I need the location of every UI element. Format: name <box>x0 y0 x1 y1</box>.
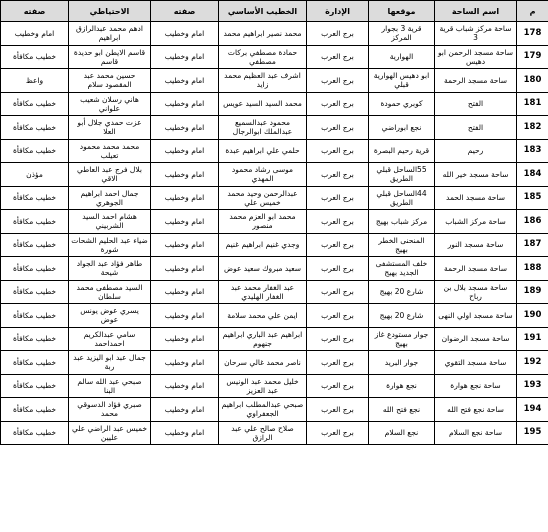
header-row <box>1 1 548 22</box>
table-row <box>1 45 548 69</box>
row-number-cell: 184 <box>517 163 548 187</box>
row-number-cell: 180 <box>517 69 548 93</box>
main-role-cell: امام وخطيب <box>151 22 219 46</box>
header-yard-name: اسم الساحة <box>435 1 517 22</box>
reserve-preacher-cell: عزت حمدي جلال أبو العلا <box>69 116 151 140</box>
main-preacher-cell: ابراهيم عبد الباري ابراهيم جنهوم <box>219 327 307 351</box>
main-preacher-cell: صبحي عبدالمطلب ابراهيم الجعفراوي <box>219 398 307 422</box>
main-preacher-cell: محمد السيد السيد عويس <box>219 92 307 116</box>
table-row <box>1 351 548 375</box>
reserve-preacher-cell: ضياء عبد الحليم الشحات شورة <box>69 233 151 257</box>
location-cell: الهوارية <box>369 45 435 69</box>
main-role-cell: امام وخطيب <box>151 45 219 69</box>
location-cell: خلف المستشفى الجديد بهيج <box>369 257 435 281</box>
reserve-preacher-cell: جمال احمد ابراهيم الجوهري <box>69 186 151 210</box>
location-cell: نجع السلام <box>369 421 435 445</box>
main-role-cell: امام وخطيب <box>151 351 219 375</box>
reserve-role-cell: خطيب مكافأة <box>1 327 69 351</box>
administration-cell: برج العرب <box>307 22 369 46</box>
table-row <box>1 421 548 445</box>
reserve-preacher-cell: صبحي عبد الله سالم البنا <box>69 374 151 398</box>
administration-cell: برج العرب <box>307 210 369 234</box>
main-role-cell: امام وخطيب <box>151 69 219 93</box>
main-role-cell: امام وخطيب <box>151 398 219 422</box>
reserve-role-cell: خطيب مكافأة <box>1 374 69 398</box>
administration-cell: برج العرب <box>307 374 369 398</box>
yard-name-cell: ساحة مركز الشباب <box>435 210 517 234</box>
reserve-preacher-cell: هشام احمد السيد الشربيني <box>69 210 151 234</box>
reserve-role-cell: خطيب مكافأة <box>1 421 69 445</box>
main-role-cell: امام وخطيب <box>151 257 219 281</box>
location-cell: المنحنى الخطر بهيج <box>369 233 435 257</box>
main-role-cell: امام وخطيب <box>151 421 219 445</box>
location-cell: شارع 20 بهيج <box>369 304 435 328</box>
main-preacher-cell: اشرف عبد العظيم محمد زايد <box>219 69 307 93</box>
table-row <box>1 210 548 234</box>
reserve-role-cell: خطيب مكافأة <box>1 139 69 163</box>
main-role-cell: امام وخطيب <box>151 163 219 187</box>
reserve-preacher-cell: يسري عوض يونس عوض <box>69 304 151 328</box>
administration-cell: برج العرب <box>307 351 369 375</box>
location-cell: نجع فتح الله <box>369 398 435 422</box>
administration-cell: برج العرب <box>307 186 369 210</box>
reserve-role-cell: خطيب مكافأة <box>1 233 69 257</box>
administration-cell: برج العرب <box>307 139 369 163</box>
reserve-preacher-cell: حسين محمد عبد المقصود سلام <box>69 69 151 93</box>
row-number-cell: 185 <box>517 186 548 210</box>
table-row <box>1 280 548 304</box>
location-cell: جوار البريد <box>369 351 435 375</box>
row-number-cell: 179 <box>517 45 548 69</box>
administration-cell: برج العرب <box>307 398 369 422</box>
main-role-cell: امام وخطيب <box>151 92 219 116</box>
yard-name-cell: الفتح <box>435 92 517 116</box>
table-row <box>1 327 548 351</box>
administration-cell: برج العرب <box>307 327 369 351</box>
reserve-role-cell: خطيب مكافأة <box>1 116 69 140</box>
table-row <box>1 257 548 281</box>
main-preacher-cell: سعيد مبروك سعيد عوض <box>219 257 307 281</box>
location-cell: قرية 3 بجوار المركز <box>369 22 435 46</box>
row-number-cell: 193 <box>517 374 548 398</box>
main-preacher-cell: محمد نصير ابراهيم محمد <box>219 22 307 46</box>
reserve-preacher-cell: سامي عبدالكريم احمداحمد <box>69 327 151 351</box>
table-row <box>1 163 548 187</box>
reserve-role-cell: خطيب مكافأة <box>1 186 69 210</box>
main-preacher-cell: حمادة مصطفي بركات مصطفي <box>219 45 307 69</box>
yard-name-cell: ساحة نجع السلام <box>435 421 517 445</box>
administration-cell: برج العرب <box>307 304 369 328</box>
location-cell: ابو دهيس الهوارية قبلي <box>369 69 435 93</box>
row-number-cell: 189 <box>517 280 548 304</box>
administration-cell: برج العرب <box>307 45 369 69</box>
reserve-role-cell: خطيب مكافأة <box>1 351 69 375</box>
yard-name-cell: ساحة مسجد الرحمن ابو دهيس <box>435 45 517 69</box>
header-main-preacher: الخطيب الأساسي <box>219 1 307 22</box>
row-number-cell: 187 <box>517 233 548 257</box>
header-location: موقعها <box>369 1 435 22</box>
location-cell: نجع ابوراضي <box>369 116 435 140</box>
reserve-preacher-cell: صبري فؤاد الدسوقي محمد <box>69 398 151 422</box>
administration-cell: برج العرب <box>307 92 369 116</box>
main-preacher-cell: عبدالرحمن وحيد محمد خميس علي <box>219 186 307 210</box>
yard-name-cell: ساحة مركز شباب قرية 3 <box>435 22 517 46</box>
main-role-cell: امام وخطيب <box>151 139 219 163</box>
row-number-cell: 188 <box>517 257 548 281</box>
yard-name-cell: ساحة نجع هوارة <box>435 374 517 398</box>
location-cell: كوبري حمودة <box>369 92 435 116</box>
main-preacher-cell: ايمن علي محمد سلامة <box>219 304 307 328</box>
reserve-preacher-cell: هاني رسلان شعيب علواني <box>69 92 151 116</box>
table-row <box>1 116 548 140</box>
reserve-preacher-cell: خميس عبد الراضي علي عليين <box>69 421 151 445</box>
table-row <box>1 374 548 398</box>
row-number-cell: 190 <box>517 304 548 328</box>
administration-cell: برج العرب <box>307 280 369 304</box>
reserve-role-cell: واعظ <box>1 69 69 93</box>
table-row <box>1 69 548 93</box>
administration-cell: برج العرب <box>307 257 369 281</box>
yard-name-cell: ساحة مسجد اولي النهى <box>435 304 517 328</box>
location-cell: شارع 20 بهيج <box>369 280 435 304</box>
row-number-cell: 194 <box>517 398 548 422</box>
location-cell: نجع هوارة <box>369 374 435 398</box>
header-reserve-preacher: الاحتياطي <box>69 1 151 22</box>
main-preacher-cell: خليل محمد عبد الونيس عبد العزيز <box>219 374 307 398</box>
main-preacher-cell: محمد ابو العزم محمد منصور <box>219 210 307 234</box>
yard-name-cell: رحيم <box>435 139 517 163</box>
administration-cell: برج العرب <box>307 69 369 93</box>
main-role-cell: امام وخطيب <box>151 280 219 304</box>
main-preacher-cell: ناصر محمد غالي سرحان <box>219 351 307 375</box>
main-role-cell: امام وخطيب <box>151 374 219 398</box>
table-row <box>1 22 548 46</box>
location-cell: قرية رحيم البصرة <box>369 139 435 163</box>
table-row <box>1 92 548 116</box>
reserve-role-cell: خطيب مكافأة <box>1 210 69 234</box>
main-role-cell: امام وخطيب <box>151 233 219 257</box>
yard-name-cell: ساحة مسجد الرحمة <box>435 257 517 281</box>
reserve-role-cell: خطيب مكافأة <box>1 398 69 422</box>
main-preacher-cell: موسى رشاد محمود المهدي <box>219 163 307 187</box>
row-number-cell: 186 <box>517 210 548 234</box>
header-number: م <box>517 1 548 22</box>
reserve-preacher-cell: محمد محمد محمود تعيلب <box>69 139 151 163</box>
header-main-role: صفته <box>151 1 219 22</box>
main-role-cell: امام وخطيب <box>151 116 219 140</box>
row-number-cell: 195 <box>517 421 548 445</box>
reserve-role-cell: خطيب مكافأة <box>1 304 69 328</box>
table-row <box>1 398 548 422</box>
administration-cell: برج العرب <box>307 233 369 257</box>
administration-cell: برج العرب <box>307 163 369 187</box>
reserve-preacher-cell: جمال عبد ابو اليزيد عبد ربة <box>69 351 151 375</box>
main-preacher-cell: صلاح صالح علي عبد الرازق <box>219 421 307 445</box>
yard-name-cell: ساحة نجع فتح الله <box>435 398 517 422</box>
main-role-cell: امام وخطيب <box>151 186 219 210</box>
reserve-role-cell: خطيب مكافأة <box>1 92 69 116</box>
table-row <box>1 304 548 328</box>
location-cell: مركز شباب بهيج <box>369 210 435 234</box>
yard-name-cell: ساحة مسجد بلال بن رباح <box>435 280 517 304</box>
reserve-role-cell: خطيب مكافأة <box>1 45 69 69</box>
yard-name-cell: ساحة مسجد الرضوان <box>435 327 517 351</box>
main-preacher-cell: حلمي علي ابراهيم عبدة <box>219 139 307 163</box>
main-preacher-cell: وجدي غنيم ابراهيم غنيم <box>219 233 307 257</box>
main-preacher-cell: محمود عبدالسميع عبدالملك ابوالرجال <box>219 116 307 140</box>
yard-name-cell: ساحة مسجد خير الله <box>435 163 517 187</box>
table-row <box>1 233 548 257</box>
row-number-cell: 181 <box>517 92 548 116</box>
reserve-role-cell: خطيب مكافأة <box>1 257 69 281</box>
location-cell: 55الساحل قبلي الطريق <box>369 163 435 187</box>
location-cell: 44الساحل قبلي الطريق <box>369 186 435 210</box>
yard-name-cell: ساحة مسجد الرحمة <box>435 69 517 93</box>
main-role-cell: امام وخطيب <box>151 210 219 234</box>
yard-name-cell: الفتح <box>435 116 517 140</box>
reserve-role-cell: امام وخطيب <box>1 22 69 46</box>
reserve-preacher-cell: طاهر فؤاد عبد الجواد شيحة <box>69 257 151 281</box>
reserve-role-cell: خطيب مكافأة <box>1 280 69 304</box>
reserve-preacher-cell: قاسم الايطن ابو حديدة قاسم <box>69 45 151 69</box>
row-number-cell: 183 <box>517 139 548 163</box>
reserve-role-cell: مؤذن <box>1 163 69 187</box>
table-row <box>1 186 548 210</box>
reserve-preacher-cell: بلال فرج عبد العاطي الاقي <box>69 163 151 187</box>
row-number-cell: 191 <box>517 327 548 351</box>
main-role-cell: امام وخطيب <box>151 304 219 328</box>
row-number-cell: 178 <box>517 22 548 46</box>
main-preacher-cell: عبد الغفار محمد عبد الغفار الهليدي <box>219 280 307 304</box>
main-role-cell: امام وخطيب <box>151 327 219 351</box>
yard-name-cell: ساحة مسجد النور <box>435 233 517 257</box>
location-cell: جوار مستودع غاز بهيج <box>369 327 435 351</box>
yard-name-cell: ساحة مسجد الحمد <box>435 186 517 210</box>
administration-cell: برج العرب <box>307 421 369 445</box>
reserve-preacher-cell: ادهم محمد عبدالرازق ابراهيم <box>69 22 151 46</box>
reserve-preacher-cell: السيد مصطفى محمد سلطان <box>69 280 151 304</box>
yard-name-cell: ساحة مسجد التقوي <box>435 351 517 375</box>
header-administration: الإدارة <box>307 1 369 22</box>
row-number-cell: 182 <box>517 116 548 140</box>
header-reserve-role: صفته <box>1 1 69 22</box>
row-number-cell: 192 <box>517 351 548 375</box>
table-row <box>1 139 548 163</box>
administration-cell: برج العرب <box>307 116 369 140</box>
